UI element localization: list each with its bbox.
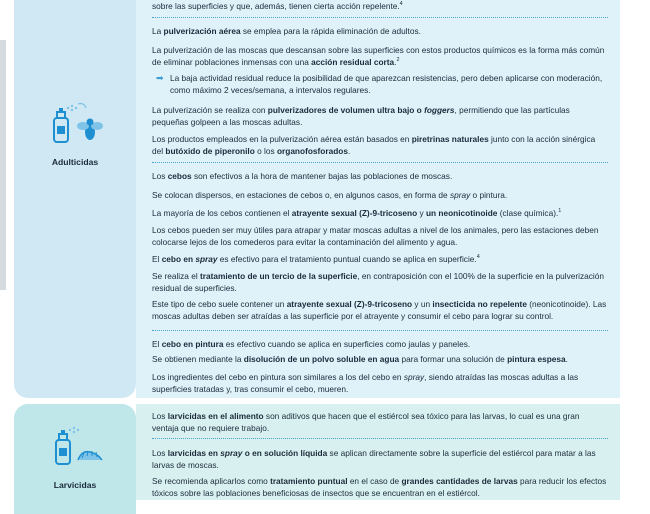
category-panel-larvicidas [14,404,136,514]
text-cebos-2: Se colocan dispersos, en estaciones de cebos o, en algunos casos, en forma de spray o pintura. [152,190,508,200]
spray-larva-icon [52,426,106,466]
text-larv-puntual: Se recomienda aplicarlos como tratamiento puntual en el caso de grandes cantidades de larvas para reducir los efectos tóxicos sobre las poblaciones beneficiosas de insectos que se encuentran en el estiércol. [152,476,607,498]
text-cebos-5: El cebo en spray es efectivo para el tratamiento puntual cuando se aplica en superficie.$^4$ [152,254,480,264]
text-cebos-4: Los cebos pueden ser muy útiles para atrapar y matar moscas adultas a nivel de los animales, pero las estaciones deben colocarse lejos de los comederos para evitar la contaminación del alimento y agua. [152,225,599,247]
separator [152,162,608,163]
text-cebos-6: Se realiza el tratamiento de un tercio de la superficie, en contraposición con el 100% de la superficie en la pulverización residual de superficies. [152,271,604,293]
separator [152,438,608,439]
separator [152,17,608,18]
text-pintura-2: Se obtienen mediante la disolución de un polvo soluble en agua para formar una solución de pintura espesa. [152,354,568,364]
category-label-larvicidas: Larvicidas [53,480,97,490]
text-pintura-3: Los ingredientes del cebo en pintura son similares a los del cebo en spray, siendo atraídas las moscas adultas a las superficies tratadas y, tras consumir el cebo, mueren. [152,372,579,394]
adulticidas-content [136,0,620,398]
arrow-bullet-icon: ➡ [156,73,164,83]
category-label-adulticidas: Adulticidas [51,157,99,167]
text-top-continuation: sobre las superficies y que, además, tienen cierta acción repelente.$^4$ [152,1,403,11]
text-aerea-2: La pulverización de las moscas que descansan sobre las superficies con estos productos químicos es la forma más común de eliminar poblaciones inmensas con una acción residual corta.$^2$ [152,45,605,67]
category-panel-adulticidas [14,0,136,398]
separator [152,330,608,331]
text-larv-liquida: Los larvicidas en spray o en solución líquida se aplican directamente sobre la superficie del estiércol para matar a las larvas de moscas. [152,448,596,470]
larvicidas-content [136,404,620,500]
page-edge-band [0,40,6,290]
text-aerea-1: La pulverización aérea se emplea para la rápida eliminación de adultos. [152,26,421,36]
text-cebos-3: La mayoría de los cebos contienen el atrayente sexual (Z)-9-tricoseno y un neonicotinoide (clase química).$^1$ [152,208,562,218]
text-aerea-bullet: La baja actividad residual reduce la posibilidad de que aparezcan resistencias, pero deben aplicarse con moderación, como máximo 2 veces/semana, a intervalos regulares. [170,73,603,95]
text-pintura-1: El cebo en pintura es efectivo cuando se aplica en superficies como jaulas y paneles. [152,339,471,349]
text-cebos-1: Los cebos son efectivos a la hora de mantener bajas las poblaciones de moscas. [152,171,453,181]
text-aerea-4: Los productos empleados en la pulverización aérea están basados en piretrinas naturales junto con la acción sinérgica del butóxido de piperonilo o los organofosforados. [152,134,596,156]
spray-fly-icon [50,102,104,144]
text-larv-alimento: Los larvicidas en el alimento son aditivos que hacen que el estiércol sea tóxico para las larvas, lo cual es una gran ventaja que no requiere trabajo. [152,411,580,433]
text-cebos-7: Este tipo de cebo suele contener un atrayente sexual (Z)-9-tricoseno y un insecticida no repelente (neonicotinoide). Las moscas adultas deben ser atraídas a las superficie por el atrayente y consumir el cebo para lograr su control. [152,299,607,321]
text-aerea-3: La pulverización se realiza con pulverizadores de volumen ultra bajo o foggers, permitiendo que las partículas pequeñas golpeen a las moscas adultas. [152,105,570,127]
